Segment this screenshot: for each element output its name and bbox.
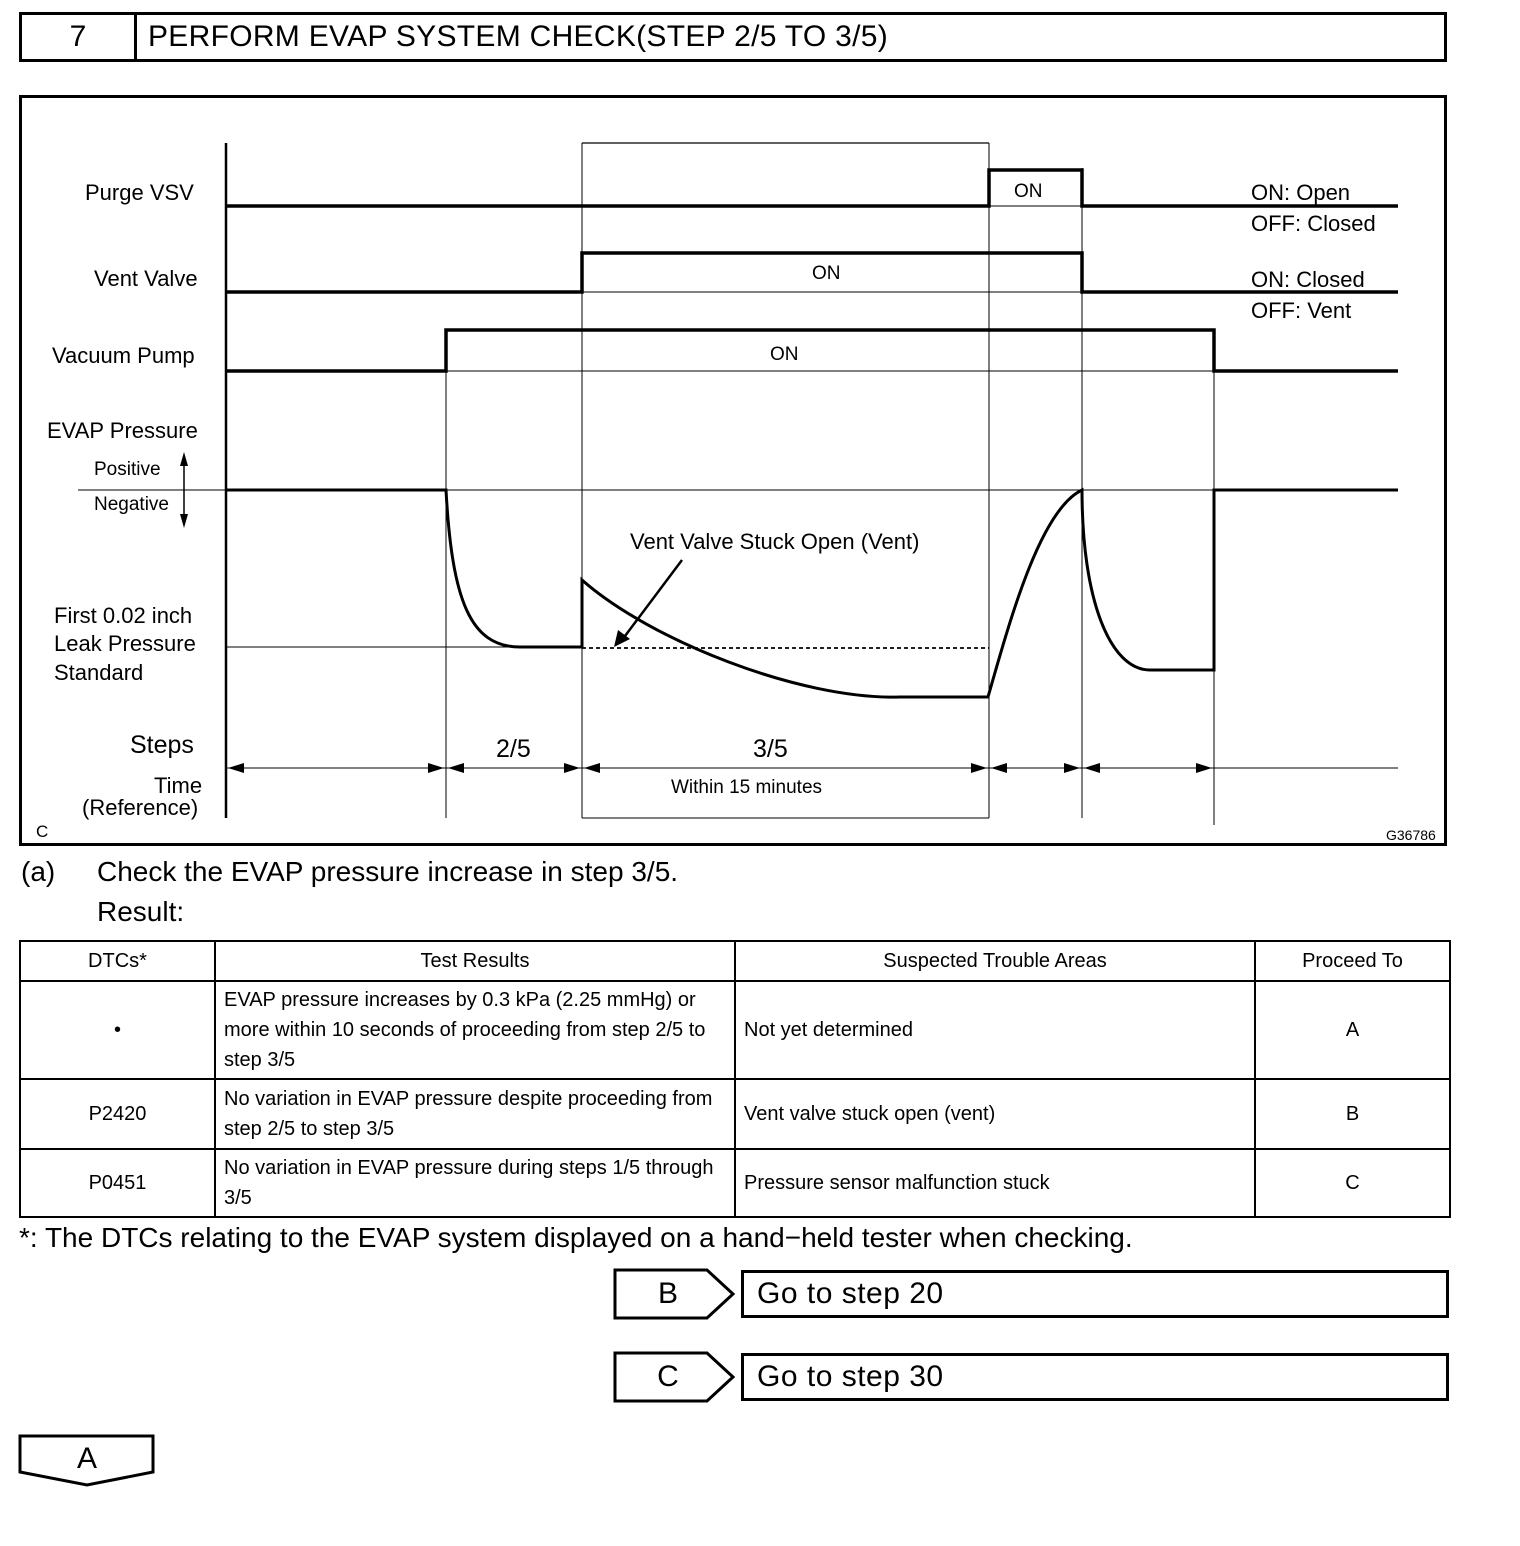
proceed-b-label: B (657, 1277, 678, 1310)
evap-pressure-label: EVAP Pressure (47, 418, 198, 443)
proceed-a-label: A (76, 1442, 97, 1475)
table-row (20, 981, 1450, 1079)
vacuum-pump-label: Vacuum Pump (52, 343, 195, 368)
step-2-5-label: 2/5 (496, 735, 531, 763)
proceed-c-tag[interactable] (613, 1351, 739, 1403)
header-proceed-to: Proceed To (1255, 941, 1450, 981)
results-table (19, 940, 1451, 1218)
step-title: PERFORM EVAP SYSTEM CHECK(STEP 2/5 TO 3/5) (148, 20, 889, 53)
proceed-cell: A (1255, 981, 1450, 1079)
dtc-cell: P2420 (20, 1079, 215, 1149)
dtc-cell: • (20, 981, 215, 1079)
result-label: Result: (97, 896, 185, 927)
header-dtcs: DTCs* (20, 941, 215, 981)
purge-on-label: ON (1014, 181, 1043, 202)
result-cell: No variation in EVAP pressure despite proceeding from step 2/5 to step 3/5 (215, 1079, 735, 1149)
timing-diagram (19, 95, 1447, 846)
table-header-row (20, 941, 1450, 981)
proceed-c-text: Go to step 30 (741, 1353, 1449, 1401)
proceed-c-label: C (657, 1360, 679, 1393)
pump-on-label: ON (770, 344, 799, 365)
vent-on-legend: ON: Closed (1251, 267, 1365, 292)
result-cell: No variation in EVAP pressure during steps 1/5 through 3/5 (215, 1149, 735, 1217)
proceed-b-text: Go to step 20 (741, 1270, 1449, 1318)
step-3-5-label: 3/5 (753, 735, 788, 763)
vent-off-legend: OFF: Vent (1251, 298, 1352, 323)
check-marker: (a) (21, 856, 56, 887)
area-cell: Pressure sensor malfunction stuck (735, 1149, 1255, 1217)
step-number: 7 (22, 15, 137, 59)
reference-label: (Reference) (82, 795, 199, 820)
table-row (20, 1079, 1450, 1149)
table-row (20, 1149, 1450, 1217)
vent-valve-label: Vent Valve (94, 266, 198, 291)
dtc-footnote: *: The DTCs relating to the EVAP system displayed on a hand−held tester when checking. (19, 1222, 1133, 1253)
proceed-a-tag[interactable] (17, 1433, 157, 1489)
proceed-cell: B (1255, 1079, 1450, 1149)
steps-label: Steps (130, 731, 194, 759)
header-test-results: Test Results (215, 941, 735, 981)
leak-standard-label-2: Leak Pressure (54, 631, 196, 656)
check-text: Check the EVAP pressure increase in step 3/5. (97, 856, 679, 887)
vent-on-label: ON (812, 263, 841, 284)
corner-letter: C (36, 822, 49, 841)
proceed-cell: C (1255, 1149, 1450, 1217)
figure-id: G36786 (1386, 827, 1436, 843)
proceed-b-tag[interactable] (613, 1268, 739, 1320)
timing-diagram-graphic (19, 95, 1447, 846)
time-label: Time (154, 773, 203, 798)
area-cell: Vent valve stuck open (vent) (735, 1079, 1255, 1149)
area-cell: Not yet determined (735, 981, 1255, 1079)
negative-label: Negative (94, 494, 169, 515)
result-cell: EVAP pressure increases by 0.3 kPa (2.25 mmHg) or more within 10 seconds of proceeding from step 2/5 to step 3/5 (215, 981, 735, 1079)
purge-off-legend: OFF: Closed (1251, 211, 1376, 236)
header-trouble-areas: Suspected Trouble Areas (735, 941, 1255, 981)
positive-label: Positive (94, 459, 161, 480)
leak-standard-label-3: Standard (54, 660, 144, 685)
time-note-label: Within 15 minutes (671, 777, 823, 798)
step-header (19, 12, 1447, 62)
dtc-cell: P0451 (20, 1149, 215, 1217)
leak-standard-label-1: First 0.02 inch (54, 603, 193, 628)
stuck-open-annotation: Vent Valve Stuck Open (Vent) (630, 529, 920, 554)
purge-on-legend: ON: Open (1251, 180, 1351, 205)
purge-vsv-label: Purge VSV (85, 180, 194, 205)
